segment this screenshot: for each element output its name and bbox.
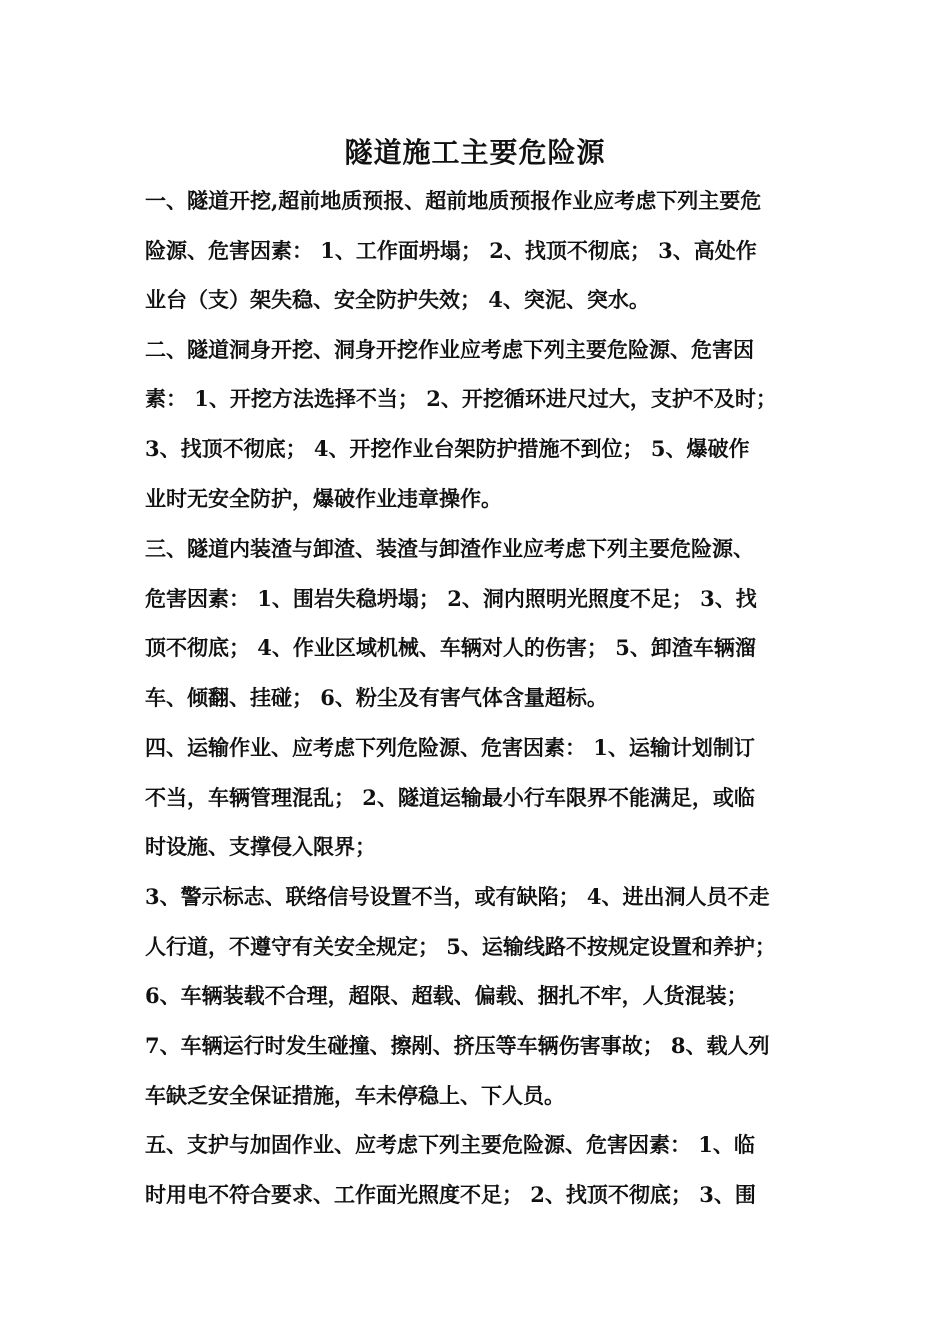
text-line: 时用电不符合要求、工作面光照度不足； 2、找顶不彻底； 3、围 — [145, 1182, 756, 1207]
text-line: 一、隧道开挖,超前地质预报、超前地质预报作业应考虑下列主要危 — [145, 188, 762, 213]
text-line: 不当，车辆管理混乱； 2、隧道运输最小行车限界不能满足，或临 — [145, 785, 755, 810]
text-line: 业时无安全防护，爆破作业违章操作。 — [145, 486, 502, 511]
text-line: 五、支护与加固作业、应考虑下列主要危险源、危害因素： 1、临 — [145, 1132, 755, 1157]
text-line: 二、隧道洞身开挖、洞身开挖作业应考虑下列主要危险源、危害因 — [145, 337, 754, 362]
text-line: 3、找顶不彻底； 4、开挖作业台架防护措施不到位； 5、爆破作 — [145, 436, 750, 461]
text-line: 车、倾翻、挂碰； 6、粉尘及有害气体含量超标。 — [145, 685, 608, 710]
text-line: 7、车辆运行时发生碰撞、擦剐、挤压等车辆伤害事故； 8、载人列 — [145, 1033, 770, 1058]
text-line: 四、运输作业、应考虑下列危险源、危害因素： 1、运输计划制订 — [145, 735, 755, 760]
text-line: 危害因素： 1、围岩失稳坍塌； 2、洞内照明光照度不足； 3、找 — [145, 586, 757, 611]
text-line: 顶不彻底； 4、作业区域机械、车辆对人的伤害； 5、卸渣车辆溜 — [145, 635, 756, 660]
document-title: 隧道施工主要危险源 — [344, 136, 606, 169]
text-line: 人行道，不遵守有关安全规定； 5、运输线路不按规定设置和养护； — [145, 934, 776, 959]
text-line: 3、警示标志、联络信号设置不当，或有缺陷； 4、进出洞人员不走 — [145, 884, 770, 909]
text-line: 险源、危害因素： 1、工作面坍塌； 2、找顶不彻底； 3、高处作 — [145, 238, 757, 263]
text-line: 6、车辆装载不合理，超限、超载、偏载、捆扎不牢，人货混装； — [145, 983, 748, 1008]
text-line: 素： 1、开挖方法选择不当； 2、开挖循环进尺过大，支护不及时； — [145, 386, 777, 411]
text-line: 车缺乏安全保证措施，车未停稳上、下人员。 — [145, 1083, 565, 1108]
text-line: 业台（支）架失稳、安全防护失效； 4、突泥、突水。 — [145, 287, 650, 312]
text-line: 三、隧道内装渣与卸渣、装渣与卸渣作业应考虑下列主要危险源、 — [145, 536, 754, 561]
text-line: 时设施、支撑侵入限界； — [145, 834, 376, 859]
